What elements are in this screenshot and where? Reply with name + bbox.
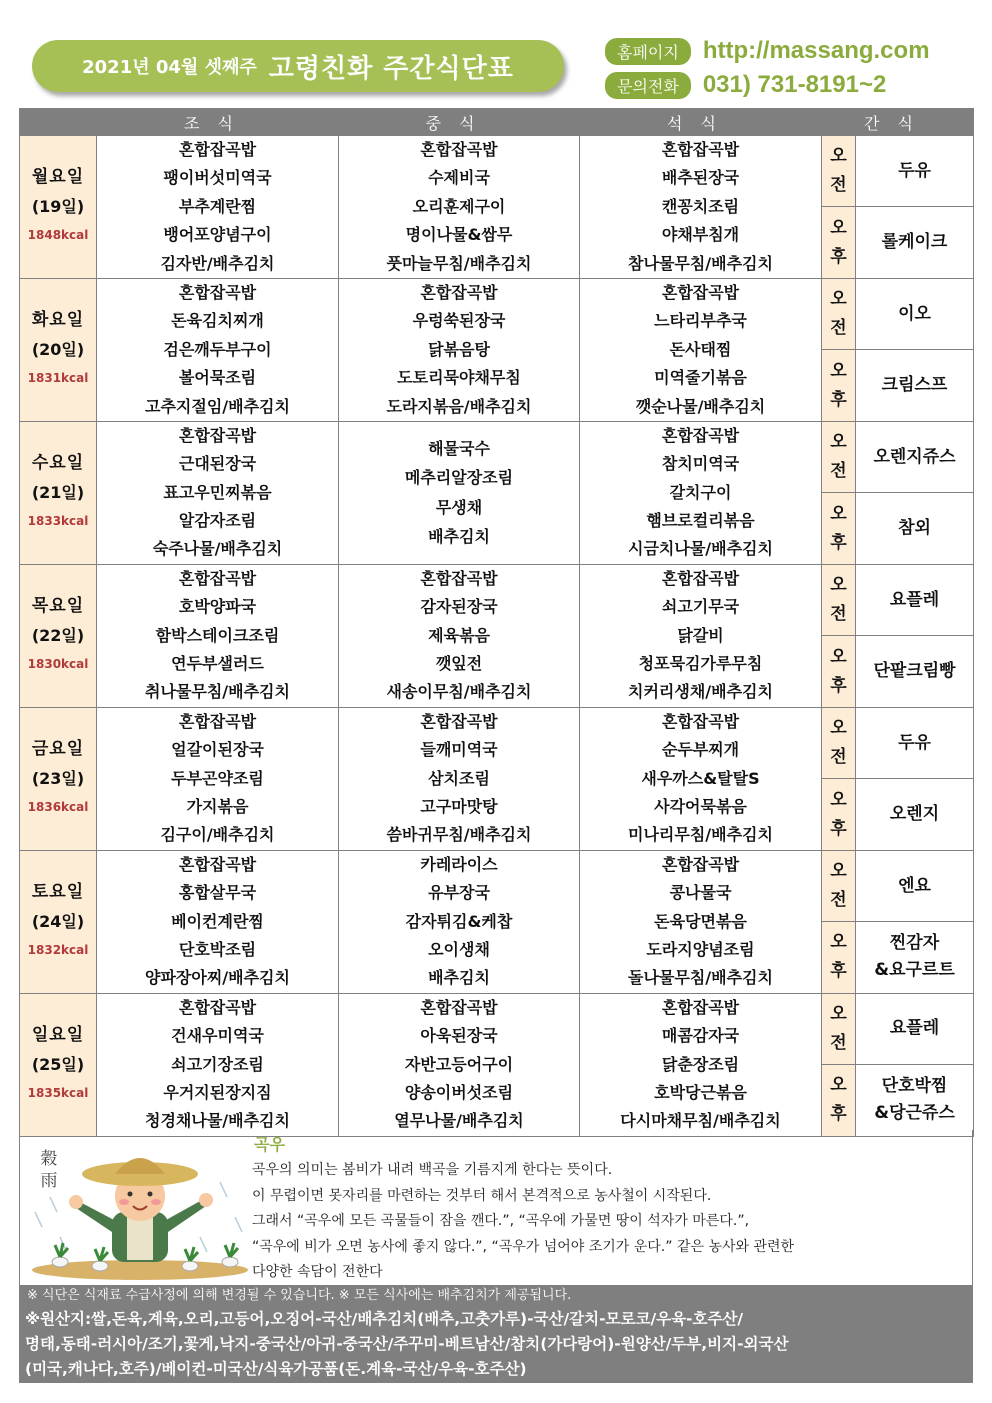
snack-pm-char: 후 bbox=[830, 389, 847, 410]
lunch-cell bbox=[339, 707, 580, 850]
menu-item: 닭갈비 bbox=[677, 625, 724, 645]
badge-char-1: 穀 bbox=[40, 1149, 58, 1169]
menu-item: 혼합잡곡밥 bbox=[661, 425, 740, 445]
menu-item: 새송이무침/배추김치 bbox=[386, 682, 532, 702]
menu-item: 해물국수 bbox=[428, 438, 490, 458]
snack-pm-cell bbox=[856, 350, 974, 421]
snack-item: 이오 bbox=[898, 303, 931, 324]
menu-item: 도라지볶음/배추김치 bbox=[386, 396, 532, 416]
day-kcal: 1833kcal bbox=[27, 514, 89, 529]
menu-item: 혼합잡곡밥 bbox=[178, 282, 257, 302]
day-cell bbox=[20, 564, 97, 707]
snack-am-char: 전 bbox=[830, 747, 847, 768]
menu-item: 제육볶음 bbox=[428, 625, 490, 645]
day-row bbox=[20, 993, 974, 1064]
menu-item: 자반고등어구이 bbox=[404, 1054, 514, 1074]
snack-pm-char: 오 bbox=[830, 646, 847, 667]
snack-pm-char: 오 bbox=[830, 932, 847, 953]
snack-item: 두유 bbox=[898, 732, 931, 753]
day-date: (21일) bbox=[31, 483, 85, 503]
day-row bbox=[20, 278, 974, 349]
snack-pm-cell bbox=[856, 207, 974, 278]
snack-item: 두유 bbox=[898, 160, 931, 181]
menu-item: 닭춘장조림 bbox=[661, 1054, 740, 1074]
header-snack: 간식 bbox=[822, 109, 974, 136]
menu-item: 참나물무침/배추김치 bbox=[628, 253, 773, 273]
snack-am-cell bbox=[856, 993, 974, 1064]
menu-item: 혼합잡곡밥 bbox=[178, 711, 257, 731]
menu-item: 도라지양념조림 bbox=[646, 939, 755, 959]
snack-item: 단호박찜 bbox=[881, 1076, 948, 1097]
menu-item: 배추김치 bbox=[428, 527, 490, 547]
menu-item: 숙주나물/배추김치 bbox=[152, 539, 283, 559]
menu-item: 팽이버섯미역국 bbox=[163, 168, 272, 188]
snack-am-label bbox=[822, 707, 856, 778]
menu-item: 치커리생채/배추김치 bbox=[628, 682, 773, 702]
snack-pm-label bbox=[822, 922, 856, 993]
snack-pm-char: 후 bbox=[830, 532, 847, 553]
menu-item: 혼합잡곡밥 bbox=[420, 568, 498, 588]
menu-item: 새우까스&탈탈S bbox=[641, 768, 760, 788]
snack-am-cell bbox=[856, 421, 974, 492]
menu-item: 혼합잡곡밥 bbox=[420, 711, 498, 731]
snack-pm-char: 후 bbox=[830, 1104, 847, 1125]
snack-am-char: 오 bbox=[830, 1003, 847, 1024]
snack-am-char: 오 bbox=[830, 146, 847, 167]
menu-item: 함박스테이크조림 bbox=[155, 625, 280, 645]
day-cell bbox=[20, 421, 97, 564]
snack-am-label bbox=[822, 421, 856, 492]
homepage-label: 홈페이지 bbox=[605, 38, 691, 65]
menu-item: 들깨미역국 bbox=[420, 740, 498, 760]
day-cell bbox=[20, 278, 97, 421]
snack-pm-label bbox=[822, 207, 856, 278]
menu-item: 혼합잡곡밥 bbox=[420, 282, 498, 302]
farmer-illustration-icon bbox=[30, 1142, 252, 1280]
snack-am-label bbox=[822, 278, 856, 349]
day-date: (24일) bbox=[31, 912, 85, 932]
menu-item: 베이컨계란찜 bbox=[171, 911, 264, 931]
menu-item: 도토리묵야채무침 bbox=[397, 368, 521, 388]
menu-item: 혼합잡곡밥 bbox=[178, 854, 257, 874]
menu-item: 양파장아찌/배추김치 bbox=[145, 968, 290, 988]
menu-item: 혼합잡곡밥 bbox=[661, 282, 740, 302]
snack-pm-cell bbox=[856, 1065, 974, 1136]
snack-item: 오렌지쥬스 bbox=[873, 446, 956, 467]
snack-pm-char: 후 bbox=[830, 675, 847, 696]
origin-line: ※원산지:쌀,돈육,계육,오리,고등어,오징어-국산/배추김치(배추,고춧가루)-국산/갈치-모로코/우육-호주산/ bbox=[25, 1310, 744, 1328]
menu-item: 근대된장국 bbox=[178, 454, 257, 474]
menu-item: 쇠고기무국 bbox=[661, 597, 740, 617]
menu-item: 아욱된장국 bbox=[420, 1026, 498, 1046]
snack-pm-char: 후 bbox=[830, 961, 847, 982]
snack-pm-cell bbox=[856, 779, 974, 850]
menu-item: 두부곤약조림 bbox=[171, 768, 264, 788]
menu-item: 돌나물무침/배추김치 bbox=[628, 968, 773, 988]
snack-pm-char: 오 bbox=[830, 503, 847, 524]
snack-am-label bbox=[822, 136, 856, 207]
snack-pm-char: 오 bbox=[830, 1075, 847, 1096]
day-date: (25일) bbox=[31, 1055, 85, 1075]
snack-item: &요구르트 bbox=[874, 960, 955, 981]
snack-am-char: 전 bbox=[830, 175, 847, 196]
menu-item: 닭볶음탕 bbox=[428, 339, 490, 359]
header-dinner: 석식 bbox=[580, 109, 822, 136]
day-kcal: 1835kcal bbox=[27, 1086, 89, 1101]
header-breakfast: 조식 bbox=[97, 109, 339, 136]
snack-am-cell bbox=[856, 136, 974, 207]
weekly-menu-table bbox=[19, 108, 974, 1137]
gogu-line: 곡우의 의미는 봄비가 내려 백곡을 기름지게 한다는 뜻이다. bbox=[252, 1162, 613, 1178]
menu-item: 풋마늘무침/배추김치 bbox=[386, 253, 532, 273]
menu-item: 건새우미역국 bbox=[171, 1026, 264, 1046]
week-label: 2021년 04월 셋째주 bbox=[82, 57, 257, 78]
breakfast-cell bbox=[97, 850, 339, 993]
badge-char-2: 雨 bbox=[40, 1171, 58, 1191]
menu-item: 메추리알장조림 bbox=[404, 468, 514, 488]
origin-line: (미국,캐나다,호주)/베이컨-미국산/식육가공품(돈.계육-국산/우육-호주산) bbox=[25, 1360, 527, 1378]
menu-item: 돈육당면볶음 bbox=[654, 911, 747, 931]
lunch-cell bbox=[339, 993, 580, 1136]
menu-item: 쇠고기장조림 bbox=[171, 1054, 264, 1074]
snack-item: 크림스프 bbox=[881, 375, 948, 396]
menu-item: 돈사태찜 bbox=[669, 339, 732, 359]
snack-item: 요플레 bbox=[889, 589, 940, 610]
menu-item: 사각어묵볶음 bbox=[654, 796, 747, 816]
menu-item: 우거지된장지짐 bbox=[163, 1082, 272, 1102]
snack-am-label bbox=[822, 850, 856, 921]
menu-item: 햄브로컬리볶음 bbox=[646, 511, 755, 531]
breakfast-cell bbox=[97, 278, 339, 421]
menu-item: 혼합잡곡밥 bbox=[661, 711, 740, 731]
header-lunch: 중식 bbox=[339, 109, 580, 136]
snack-am-char: 전 bbox=[830, 461, 847, 482]
menu-item: 혼합잡곡밥 bbox=[178, 568, 257, 588]
menu-item: 씀바귀무침/배추김치 bbox=[386, 825, 532, 845]
snack-am-cell bbox=[856, 850, 974, 921]
menu-item: 뱅어포양념구이 bbox=[163, 225, 272, 245]
day-row bbox=[20, 850, 974, 921]
day-row bbox=[20, 707, 974, 778]
menu-item: 미역줄기볶음 bbox=[654, 368, 747, 388]
menu-item: 명이나물&쌈무 bbox=[405, 225, 513, 245]
snack-item: 요플레 bbox=[889, 1018, 940, 1039]
snack-am-char: 오 bbox=[830, 718, 847, 739]
menu-item: 감자튀김&케찹 bbox=[405, 911, 513, 931]
lunch-cell bbox=[339, 850, 580, 993]
snack-item: 오렌지 bbox=[889, 804, 940, 825]
menu-item: 청포묵김가루무침 bbox=[638, 654, 763, 674]
menu-item: 야채부침개 bbox=[661, 225, 740, 245]
menu-item: 오이생채 bbox=[428, 939, 490, 959]
dinner-cell bbox=[580, 136, 822, 279]
snack-am-char: 오 bbox=[830, 432, 847, 453]
menu-item: 다시마채무침/배추김치 bbox=[620, 1111, 781, 1131]
menu-item: 깻순나물/배추김치 bbox=[635, 396, 766, 416]
snack-am-cell bbox=[856, 707, 974, 778]
menu-item: 감자된장국 bbox=[420, 597, 498, 617]
menu-item: 혼합잡곡밥 bbox=[661, 140, 740, 159]
day-cell bbox=[20, 850, 97, 993]
menu-item: 카레라이스 bbox=[420, 854, 498, 874]
snack-am-label bbox=[822, 993, 856, 1064]
menu-item: 혼합잡곡밥 bbox=[420, 140, 498, 159]
day-kcal: 1848kcal bbox=[27, 228, 89, 243]
menu-item: 표고우민찌볶음 bbox=[163, 482, 272, 502]
menu-item: 캔꽁치조림 bbox=[661, 196, 740, 216]
dinner-cell bbox=[580, 993, 822, 1136]
menu-item: 취나물무침/배추김치 bbox=[145, 682, 290, 702]
menu-item: 열무나물/배추김치 bbox=[394, 1111, 524, 1131]
snack-pm-cell bbox=[856, 922, 974, 993]
breakfast-cell bbox=[97, 993, 339, 1136]
snack-pm-label bbox=[822, 350, 856, 421]
homepage-link[interactable]: http://massang.com bbox=[702, 37, 930, 64]
menu-item: 느타리부추국 bbox=[654, 311, 747, 331]
menu-item: 청경채나물/배추김치 bbox=[145, 1111, 290, 1131]
menu-item: 갈치구이 bbox=[669, 482, 732, 502]
breakfast-cell bbox=[97, 136, 339, 279]
phone-label: 문의전화 bbox=[605, 72, 691, 99]
origin-line: 명태,동태-러시아/조기,꽃게,낙지-중국산/아귀-중국산/주꾸미-베트남산/참치(가다랑어)-원양산/두부,비지-외국산 bbox=[25, 1335, 789, 1353]
menu-item: 볼어묵조림 bbox=[178, 368, 257, 388]
menu-item: 혼합잡곡밥 bbox=[661, 854, 740, 874]
menu-item: 무생채 bbox=[435, 497, 483, 517]
day-name: 일요일 bbox=[31, 1025, 85, 1046]
menu-item: 혼합잡곡밥 bbox=[178, 425, 257, 445]
menu-item: 가지볶음 bbox=[186, 796, 249, 816]
menu-item: 알감자조림 bbox=[178, 511, 257, 531]
snack-item: 단팥크림빵 bbox=[873, 661, 956, 682]
day-name: 화요일 bbox=[31, 310, 85, 331]
table-header-row bbox=[20, 109, 974, 136]
title-banner bbox=[32, 40, 564, 92]
menu-item: 혼합잡곡밥 bbox=[420, 997, 498, 1017]
menu-item: 유부장국 bbox=[428, 883, 490, 903]
day-date: (20일) bbox=[31, 340, 85, 360]
snack-am-char: 전 bbox=[830, 318, 847, 339]
menu-item: 김자반/배추김치 bbox=[160, 253, 275, 273]
day-name: 목요일 bbox=[31, 596, 85, 617]
gogu-title: 곡우 bbox=[254, 1135, 285, 1154]
menu-item: 참치미역국 bbox=[661, 454, 740, 474]
breakfast-cell bbox=[97, 421, 339, 564]
menu-item: 콩나물국 bbox=[669, 883, 732, 903]
menu-item: 단호박조림 bbox=[178, 939, 257, 959]
day-cell bbox=[20, 707, 97, 850]
menu-item: 검은깨두부구이 bbox=[163, 339, 272, 359]
snack-item: &당근쥬스 bbox=[874, 1103, 955, 1124]
snack-pm-char: 오 bbox=[830, 217, 847, 238]
notice-bar bbox=[19, 1285, 973, 1383]
snack-am-char: 전 bbox=[830, 604, 847, 625]
day-name: 월요일 bbox=[31, 167, 85, 188]
day-row bbox=[20, 136, 974, 207]
day-cell bbox=[20, 136, 97, 279]
menu-item: 혼합잡곡밥 bbox=[178, 997, 257, 1017]
snack-am-label bbox=[822, 564, 856, 635]
lunch-cell bbox=[339, 136, 580, 279]
day-kcal: 1832kcal bbox=[27, 943, 89, 958]
lunch-cell bbox=[339, 278, 580, 421]
gogu-line: 다양한 속담이 전한다 bbox=[252, 1264, 383, 1280]
snack-pm-cell bbox=[856, 636, 974, 707]
dinner-cell bbox=[580, 850, 822, 993]
day-kcal: 1836kcal bbox=[27, 800, 89, 815]
day-date: (22일) bbox=[31, 626, 85, 646]
menu-item: 미나리무침/배추김치 bbox=[628, 825, 773, 845]
gogu-line: 그래서 “곡우에 모든 곡물들이 잠을 깬다.”, “곡우에 가물면 땅이 석자가 마른다.”, bbox=[252, 1213, 750, 1229]
dinner-cell bbox=[580, 707, 822, 850]
snack-pm-char: 후 bbox=[830, 246, 847, 267]
menu-item: 고구마맛탕 bbox=[420, 796, 498, 816]
dinner-cell bbox=[580, 421, 822, 564]
menu-item: 혼합잡곡밥 bbox=[178, 140, 257, 159]
day-name: 수요일 bbox=[31, 453, 85, 474]
gogu-description bbox=[252, 1158, 962, 1286]
day-name: 토요일 bbox=[31, 882, 85, 903]
snack-pm-label bbox=[822, 636, 856, 707]
gogu-line: 이 무렵이면 못자리를 마련하는 것부터 해서 본격적으로 농사철이 시작된다. bbox=[252, 1187, 712, 1204]
menu-item: 연두부샐러드 bbox=[171, 654, 264, 674]
menu-item: 깻잎전 bbox=[435, 654, 483, 674]
gogu-line: “곡우에 비가 오면 농사에 좋지 않다.”, “곡우가 넘어야 조기가 운다.” 같은 농사와 관련한 bbox=[252, 1238, 795, 1255]
menu-item: 홍합살무국 bbox=[178, 883, 257, 903]
menu-item: 시금치나물/배추김치 bbox=[628, 539, 773, 559]
menu-item: 혼합잡곡밥 bbox=[661, 568, 740, 588]
notice-line: ※ 식단은 식재료 수급사정에 의해 변경될 수 있습니다. ※ 모든 식사에는 배추김치가 제공됩니다. bbox=[27, 1288, 572, 1303]
dinner-cell bbox=[580, 278, 822, 421]
snack-item: 롤케이크 bbox=[881, 232, 948, 253]
gogu-info-box bbox=[19, 1130, 973, 1286]
homepage-row bbox=[605, 34, 930, 68]
menu-item: 배추김치 bbox=[428, 968, 490, 988]
menu-item: 순두부찌개 bbox=[661, 740, 740, 760]
day-name: 금요일 bbox=[31, 739, 85, 760]
snack-am-char: 전 bbox=[830, 1032, 847, 1053]
day-cell bbox=[20, 993, 97, 1136]
header-day-blank bbox=[20, 109, 97, 136]
snack-pm-label bbox=[822, 779, 856, 850]
snack-pm-char: 오 bbox=[830, 789, 847, 810]
snack-am-char: 전 bbox=[830, 890, 847, 910]
menu-item: 오리훈제구이 bbox=[412, 196, 506, 216]
phone-row bbox=[605, 68, 886, 102]
day-kcal: 1831kcal bbox=[27, 371, 89, 386]
menu-item: 배추된장국 bbox=[661, 168, 740, 188]
menu-item: 수제비국 bbox=[428, 168, 490, 188]
snack-am-char: 오 bbox=[830, 575, 847, 596]
menu-item: 호박양파국 bbox=[178, 597, 257, 617]
snack-pm-label bbox=[822, 493, 856, 564]
day-date: (19일) bbox=[31, 197, 85, 217]
menu-item: 부추계란찜 bbox=[178, 196, 257, 216]
menu-item: 우렁쑥된장국 bbox=[412, 311, 506, 331]
snack-am-cell bbox=[856, 278, 974, 349]
menu-item: 호박당근볶음 bbox=[654, 1082, 747, 1102]
menu-item: 삼치조림 bbox=[428, 768, 490, 788]
menu-item: 매콤감자국 bbox=[661, 1026, 740, 1046]
snack-pm-char: 후 bbox=[830, 818, 847, 839]
snack-pm-cell bbox=[856, 493, 974, 564]
snack-am-cell bbox=[856, 564, 974, 635]
breakfast-cell bbox=[97, 707, 339, 850]
page-title: 고령친화 주간식단표 bbox=[268, 53, 514, 84]
menu-item: 고추지절임/배추김치 bbox=[145, 396, 290, 416]
snack-pm-label bbox=[822, 1065, 856, 1136]
menu-item: 돈육김치찌개 bbox=[171, 311, 264, 331]
snack-item: 엔요 bbox=[898, 875, 931, 896]
menu-item: 얼갈이된장국 bbox=[171, 740, 264, 760]
snack-am-char: 오 bbox=[830, 289, 847, 310]
day-row bbox=[20, 421, 974, 492]
menu-item: 김구이/배추김치 bbox=[160, 825, 275, 845]
snack-pm-char: 오 bbox=[830, 360, 847, 381]
lunch-cell bbox=[339, 421, 580, 564]
day-date: (23일) bbox=[31, 769, 85, 789]
menu-item: 양송이버섯조림 bbox=[404, 1082, 514, 1102]
phone-number: 031) 731-8191~2 bbox=[702, 71, 887, 98]
menu-item: 혼합잡곡밥 bbox=[661, 997, 740, 1017]
snack-am-char: 오 bbox=[830, 861, 847, 881]
day-kcal: 1830kcal bbox=[27, 657, 89, 672]
breakfast-cell bbox=[97, 564, 339, 707]
snack-item: 찐감자 bbox=[889, 933, 940, 954]
dinner-cell bbox=[580, 564, 822, 707]
lunch-cell bbox=[339, 564, 580, 707]
snack-item: 참외 bbox=[898, 518, 931, 539]
day-row bbox=[20, 564, 974, 635]
